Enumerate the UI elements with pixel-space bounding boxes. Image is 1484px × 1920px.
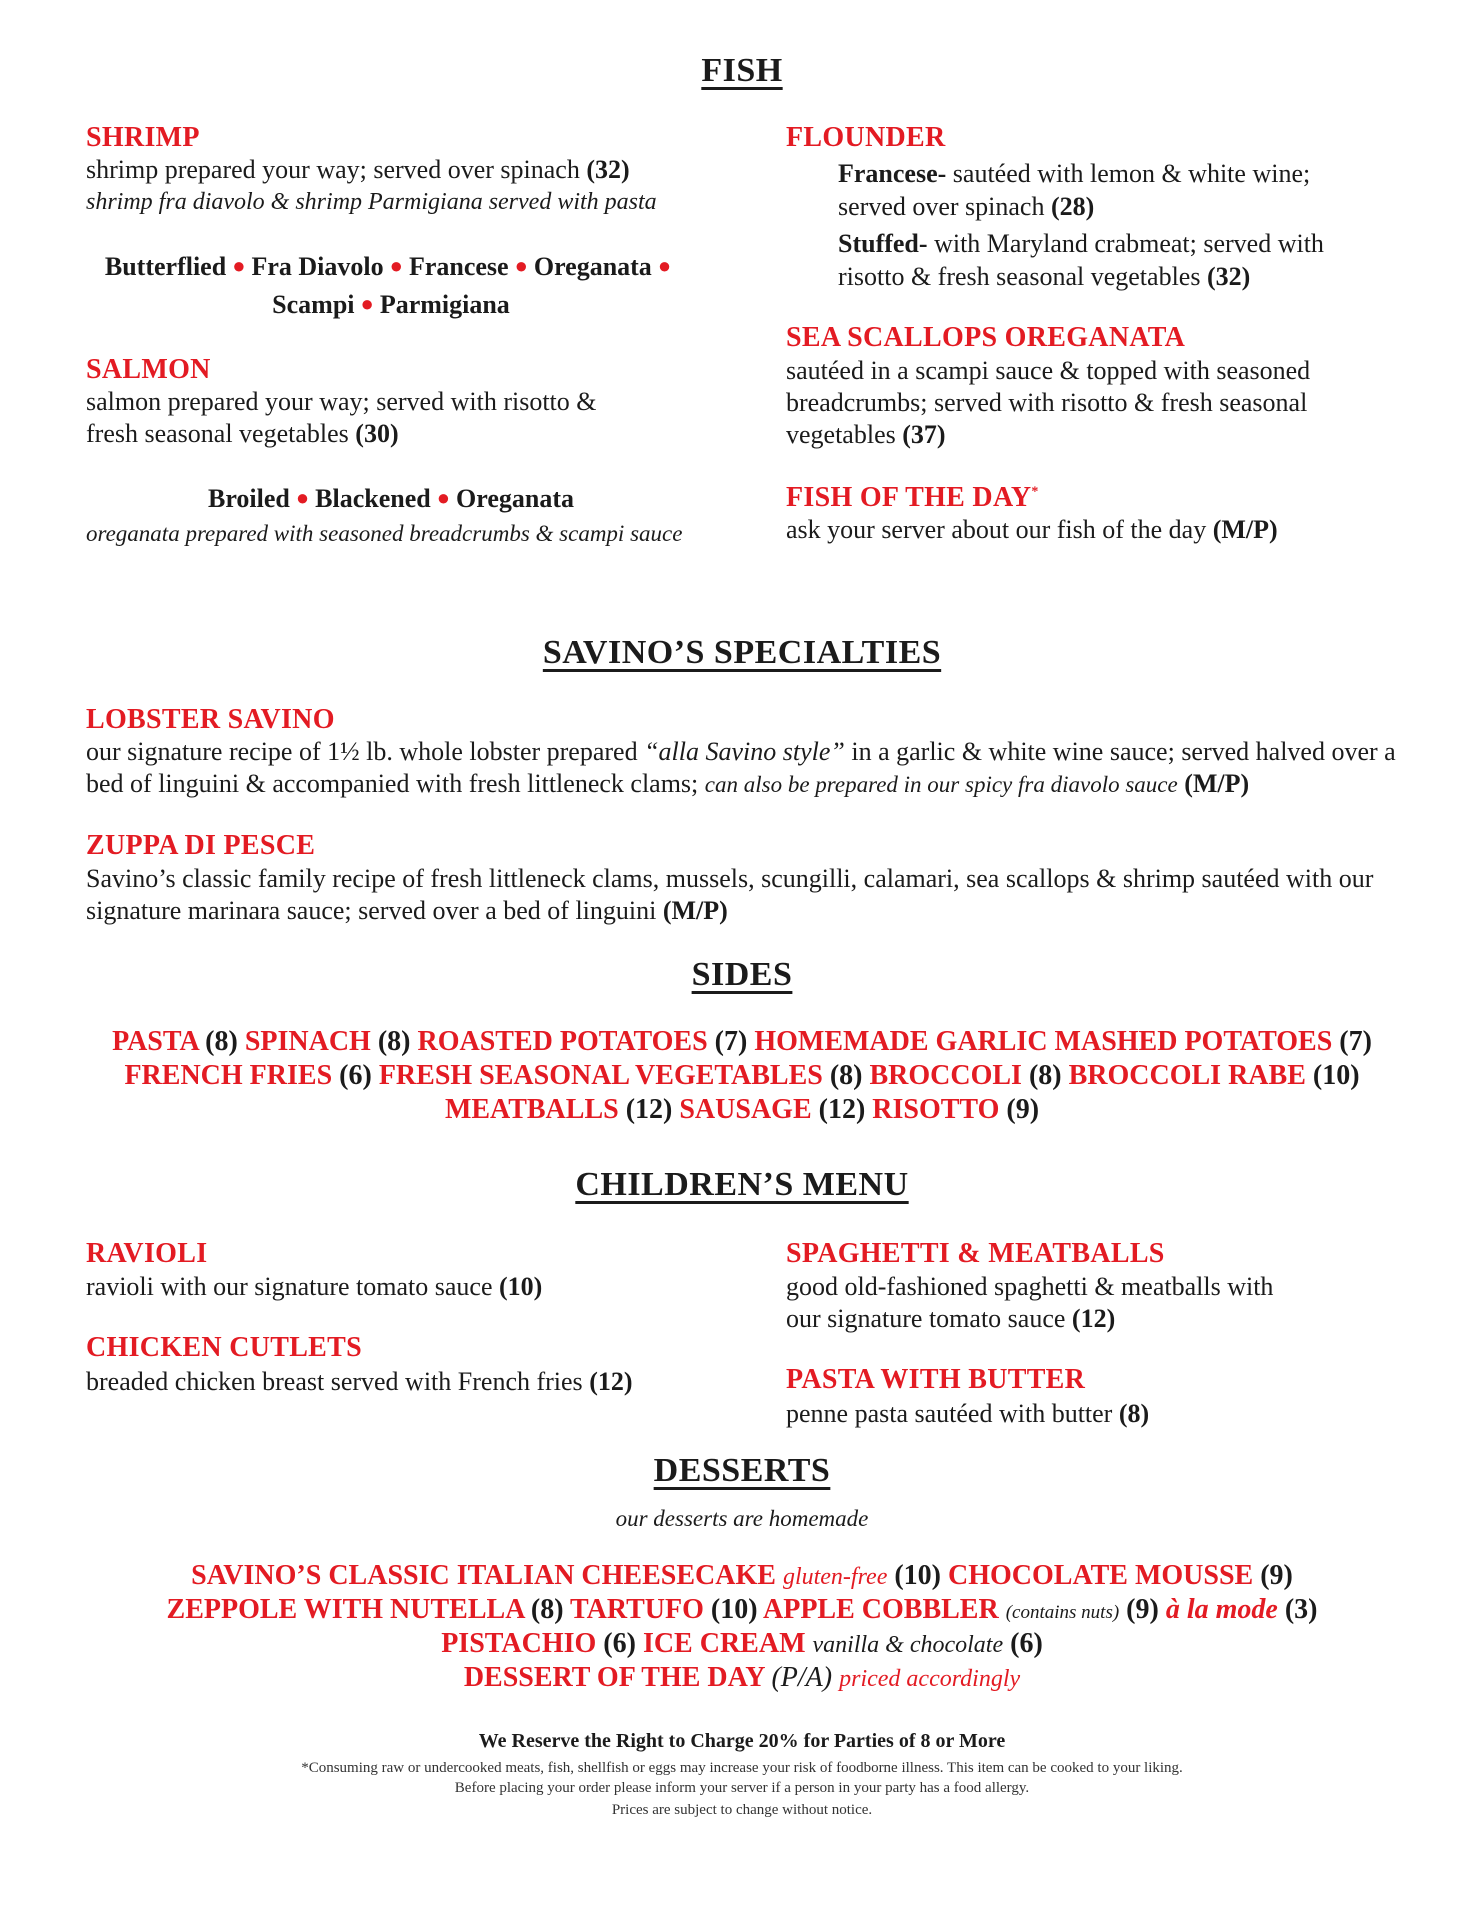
lobster-text: bed of linguini & accompanied with fresh littleneck clams; bbox=[86, 769, 705, 798]
price-change-notice: Prices are subject to change without notice. bbox=[611, 1802, 873, 1818]
desserts-line2 bbox=[0, 1594, 1484, 1626]
side-name: FRENCH FRIES bbox=[124, 1060, 333, 1091]
bullet-icon: ● bbox=[514, 253, 528, 278]
shrimp-title: SHRIMP bbox=[86, 122, 200, 153]
desserts-line1 bbox=[0, 1560, 1484, 1592]
a-la-mode-label: à la mode bbox=[1165, 1594, 1278, 1625]
sides-line2 bbox=[0, 1060, 1484, 1092]
dessert-price: (P/A) bbox=[771, 1662, 833, 1693]
side-price: (6) bbox=[339, 1060, 372, 1091]
fish-of-day-text: ask your server about our fish of the day bbox=[786, 515, 1207, 544]
scallops-line2: breadcrumbs; served with risotto & fresh seasonal bbox=[786, 388, 1308, 417]
dessert-price: (9) bbox=[1260, 1560, 1293, 1591]
sides-heading: SIDES bbox=[691, 956, 793, 993]
dessert-name: CHOCOLATE MOUSSE bbox=[948, 1560, 1254, 1591]
bullet-icon: ● bbox=[436, 485, 451, 510]
francese-price: (28) bbox=[1050, 192, 1095, 221]
style-item: Oreganata bbox=[456, 484, 574, 513]
side-name: FRESH SEASONAL VEGETABLES bbox=[378, 1060, 823, 1091]
dessert-name: PISTACHIO bbox=[441, 1628, 597, 1659]
shrimp-styles-line1 bbox=[86, 252, 696, 282]
cutlets-text: breaded chicken breast served with French fries bbox=[86, 1367, 583, 1396]
style-item: Parmigiana bbox=[379, 290, 510, 319]
style-item: Blackened bbox=[315, 484, 431, 513]
spaghetti-line2 bbox=[786, 1303, 1115, 1335]
dessert-price: (8) bbox=[530, 1594, 564, 1625]
side-price: (7) bbox=[1339, 1026, 1372, 1057]
dessert-price: (10) bbox=[894, 1560, 941, 1591]
style-item: Scampi bbox=[272, 290, 355, 319]
ravioli-desc bbox=[86, 1271, 542, 1303]
spaghetti-title: SPAGHETTI & MEATBALLS bbox=[786, 1238, 1165, 1269]
desserts-subtitle: our desserts are homemade bbox=[615, 1506, 869, 1531]
fish-of-day-title bbox=[786, 482, 1039, 514]
dessert-name: SAVINO’S CLASSIC ITALIAN CHEESECAKE bbox=[191, 1560, 776, 1591]
side-name: PASTA bbox=[112, 1026, 199, 1057]
fish-heading: FISH bbox=[701, 52, 783, 89]
dessert-name: ICE CREAM bbox=[642, 1628, 806, 1659]
side-price: (8) bbox=[1028, 1060, 1062, 1091]
lobster-text: in a garlic & white wine sauce; served halved over a bbox=[844, 737, 1396, 766]
fish-of-day-price: (M/P) bbox=[1212, 515, 1278, 544]
butter-pasta-text: penne pasta sautéed with butter bbox=[786, 1399, 1113, 1428]
stuffed-text: risotto & fresh seasonal vegetables bbox=[838, 262, 1201, 291]
asterisk: * bbox=[1031, 484, 1039, 500]
bullet-icon: ● bbox=[360, 291, 374, 316]
lobster-line2 bbox=[86, 768, 1249, 801]
dessert-price: (10) bbox=[710, 1594, 758, 1625]
flounder-title: FLOUNDER bbox=[786, 122, 946, 153]
scallops-line1: sautéed in a scampi sauce & topped with seasoned bbox=[786, 356, 1311, 385]
side-price: (12) bbox=[625, 1094, 673, 1125]
side-name: SPINACH bbox=[244, 1026, 371, 1057]
side-price: (7) bbox=[714, 1026, 748, 1057]
flounder-francese-line2 bbox=[838, 191, 1094, 223]
lobster-fra-diavolo-note: can also be prepared in our spicy fra diavolo sauce bbox=[704, 772, 1178, 797]
flounder-francese-line1 bbox=[838, 158, 1310, 190]
cutlets-price: (12) bbox=[589, 1367, 633, 1396]
bullet-icon: ● bbox=[657, 253, 672, 278]
ravioli-text: ravioli with our signature tomato sauce bbox=[86, 1272, 493, 1301]
shrimp-price: (32) bbox=[586, 155, 630, 184]
desserts-heading: DESSERTS bbox=[653, 1452, 831, 1489]
side-price: (12) bbox=[818, 1094, 866, 1125]
shrimp-description bbox=[86, 154, 630, 186]
fish-of-day-desc bbox=[786, 514, 1278, 546]
salmon-note: oreganata prepared with seasoned breadcrumbs & scampi sauce bbox=[86, 521, 683, 546]
shrimp-desc-text: shrimp prepared your way; served over spinach bbox=[86, 155, 580, 184]
side-name: SAUSAGE bbox=[679, 1094, 812, 1125]
zuppa-line1: Savino’s classic family recipe of fresh littleneck clams, mussels, scungilli, calamari, sea scallops & shrimp sautéed with our bbox=[86, 864, 1374, 893]
salmon-desc-text: fresh seasonal vegetables bbox=[86, 419, 349, 448]
dessert-price: (3) bbox=[1284, 1594, 1318, 1625]
priced-accordingly-note: priced accordingly bbox=[839, 1666, 1021, 1692]
francese-text: sautéed with lemon & white wine; bbox=[946, 159, 1311, 188]
lobster-style-note: “alla Savino style” bbox=[644, 737, 845, 766]
ravioli-title: RAVIOLI bbox=[86, 1238, 208, 1269]
side-name: ROASTED POTATOES bbox=[417, 1026, 708, 1057]
butter-pasta-price: (8) bbox=[1118, 1399, 1150, 1428]
butter-pasta-title: PASTA WITH BUTTER bbox=[786, 1364, 1086, 1395]
side-price: (10) bbox=[1312, 1060, 1360, 1091]
party-charge-notice: We Reserve the Right to Charge 20% for Parties of 8 or More bbox=[478, 1730, 1006, 1752]
dessert-name: ZEPPOLE WITH NUTELLA bbox=[166, 1594, 524, 1625]
francese-text: served over spinach bbox=[838, 192, 1045, 221]
salmon-desc-line1: salmon prepared your way; served with risotto & bbox=[86, 387, 597, 416]
salmon-price: (30) bbox=[355, 419, 399, 448]
zuppa-line2 bbox=[86, 895, 728, 927]
lobster-line1 bbox=[86, 736, 1396, 768]
style-item: Francese bbox=[408, 252, 509, 281]
zuppa-title: ZUPPA DI PESCE bbox=[86, 830, 316, 861]
lobster-title: LOBSTER SAVINO bbox=[86, 704, 335, 735]
bullet-icon: ● bbox=[389, 253, 403, 278]
side-name: BROCCOLI bbox=[869, 1060, 1022, 1091]
scallops-price: (37) bbox=[902, 420, 946, 449]
specialties-heading: SAVINO’S SPECIALTIES bbox=[542, 634, 942, 671]
shrimp-styles-line2 bbox=[86, 290, 696, 320]
dessert-price: (6) bbox=[1010, 1628, 1043, 1659]
spaghetti-text: our signature tomato sauce bbox=[786, 1304, 1066, 1333]
stuffed-text: with Maryland crabmeat; served with bbox=[927, 229, 1324, 258]
side-price: (8) bbox=[205, 1026, 238, 1057]
side-name: BROCCOLI RABE bbox=[1068, 1060, 1306, 1091]
flounder-stuffed-line2 bbox=[838, 261, 1250, 293]
sides-line1 bbox=[0, 1026, 1484, 1058]
flounder-stuffed-line1 bbox=[838, 228, 1324, 260]
scallops-line3 bbox=[786, 419, 946, 451]
zuppa-text: signature marinara sauce; served over a bed of linguini bbox=[86, 896, 657, 925]
desserts-line4 bbox=[0, 1662, 1484, 1694]
dessert-name: DESSERT OF THE DAY bbox=[463, 1662, 765, 1693]
style-item: Broiled bbox=[208, 484, 290, 513]
zuppa-price: (M/P) bbox=[662, 896, 728, 925]
raw-food-warning: *Consuming raw or undercooked meats, fish, shellfish or eggs may increase your risk of foodborne illness. This item can be cooked to your liking. bbox=[301, 1760, 1183, 1776]
dessert-name: APPLE COBBLER bbox=[763, 1594, 999, 1625]
style-item: Butterflied bbox=[104, 252, 227, 281]
lobster-price: (M/P) bbox=[1184, 769, 1250, 798]
children-heading: CHILDREN’S MENU bbox=[575, 1166, 909, 1203]
bullet-icon: ● bbox=[295, 485, 310, 510]
dessert-name: TARTUFO bbox=[570, 1594, 704, 1625]
side-name: MEATBALLS bbox=[444, 1094, 619, 1125]
cutlets-title: CHICKEN CUTLETS bbox=[86, 1332, 363, 1363]
gluten-free-note: gluten-free bbox=[782, 1564, 888, 1590]
sides-line3 bbox=[0, 1094, 1484, 1126]
contains-nuts-note: (contains nuts) bbox=[1005, 1602, 1120, 1623]
ice-cream-flavors: vanilla & chocolate bbox=[812, 1632, 1004, 1658]
butter-pasta-desc bbox=[786, 1398, 1149, 1430]
stuffed-price: (32) bbox=[1206, 262, 1251, 291]
dessert-price: (6) bbox=[603, 1628, 636, 1659]
scallops-title: SEA SCALLOPS OREGANATA bbox=[786, 322, 1186, 353]
spaghetti-line1: good old-fashioned spaghetti & meatballs with bbox=[786, 1272, 1274, 1301]
bullet-icon: ● bbox=[232, 253, 246, 278]
side-price: (8) bbox=[377, 1026, 411, 1057]
francese-label: Francese- bbox=[838, 159, 947, 188]
ravioli-price: (10) bbox=[499, 1272, 543, 1301]
cutlets-desc bbox=[86, 1366, 633, 1398]
stuffed-label: Stuffed- bbox=[838, 229, 928, 258]
side-price: (9) bbox=[1006, 1094, 1040, 1125]
lobster-text: our signature recipe of 1½ lb. whole lobster prepared bbox=[86, 737, 645, 766]
shrimp-note: shrimp fra diavolo & shrimp Parmigiana served with pasta bbox=[86, 189, 657, 215]
allergy-notice: Before placing your order please inform your server if a person in your party has a food allergy. bbox=[454, 1780, 1030, 1796]
side-name: RISOTTO bbox=[872, 1094, 1000, 1125]
scallops-text: vegetables bbox=[786, 420, 896, 449]
salmon-title: SALMON bbox=[86, 354, 211, 385]
side-price: (8) bbox=[829, 1060, 863, 1091]
salmon-styles bbox=[86, 484, 696, 514]
fish-of-day-label: FISH OF THE DAY bbox=[786, 482, 1032, 513]
desserts-line3 bbox=[0, 1628, 1484, 1660]
dessert-price: (9) bbox=[1126, 1594, 1159, 1625]
spaghetti-price: (12) bbox=[1071, 1304, 1116, 1333]
side-name: HOMEMADE GARLIC MASHED POTATOES bbox=[754, 1026, 1333, 1057]
style-item: Oreganata bbox=[533, 252, 652, 281]
style-item: Fra Diavolo bbox=[251, 252, 384, 281]
salmon-desc-line2 bbox=[86, 418, 399, 450]
